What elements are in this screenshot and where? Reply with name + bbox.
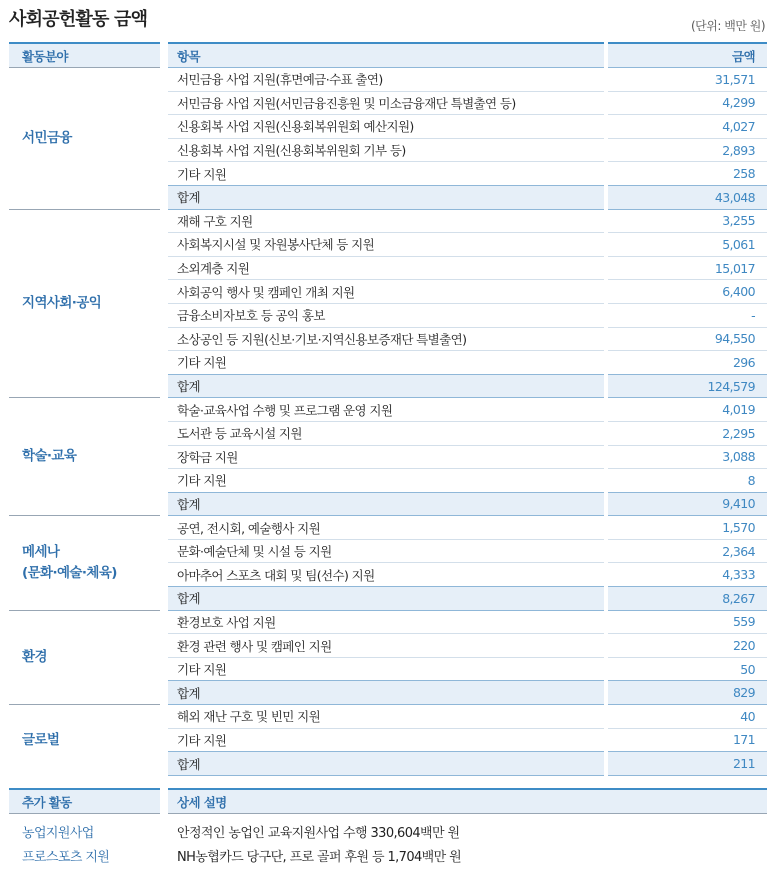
amount-value: 94,550 xyxy=(608,327,767,351)
column-gap xyxy=(160,563,168,587)
column-gap xyxy=(160,162,168,186)
total-label: 합계 xyxy=(168,374,604,398)
column-gap xyxy=(160,138,168,162)
column-gap xyxy=(160,280,168,304)
total-amount: 8,267 xyxy=(608,587,767,611)
category-cell xyxy=(9,705,160,776)
table-row xyxy=(9,610,767,634)
item-label: 기타 지원 xyxy=(168,351,604,375)
column-gap xyxy=(160,681,168,705)
item-label: 도서관 등 교육시설 지원 xyxy=(168,421,604,445)
amount-value: 220 xyxy=(608,634,767,658)
column-gap xyxy=(160,351,168,375)
header-category: 활동분야 xyxy=(9,43,160,68)
column-gap xyxy=(160,728,168,752)
column-gap xyxy=(160,233,168,257)
unit-label: (단위: 백만 원) xyxy=(691,17,765,34)
amount-value: 5,061 xyxy=(608,233,767,257)
column-gap xyxy=(160,752,168,776)
column-gap xyxy=(160,492,168,516)
category-cell xyxy=(9,398,160,516)
amount-value: 8 xyxy=(608,469,767,493)
category-label: 글로벌 xyxy=(22,730,160,751)
extra-header-detail: 상세 설명 xyxy=(168,789,767,814)
item-label: 환경 관련 행사 및 캠페인 지원 xyxy=(168,634,604,658)
category-label: 지역사회·공익 xyxy=(22,293,160,314)
total-label: 합계 xyxy=(168,587,604,611)
column-gap xyxy=(160,68,168,92)
amount-value: 2,295 xyxy=(608,421,767,445)
category-label: 학술·교육 xyxy=(22,446,160,467)
table-row xyxy=(9,705,767,729)
header-gap xyxy=(160,43,168,68)
column-gap xyxy=(160,303,168,327)
amount-value: 3,255 xyxy=(608,209,767,233)
column-gap xyxy=(160,587,168,611)
total-amount: 9,410 xyxy=(608,492,767,516)
item-label: 서민금융 사업 지원(서민금융진흥원 및 미소금융재단 특별출연 등) xyxy=(168,91,604,115)
total-label: 합계 xyxy=(168,681,604,705)
amount-value: 559 xyxy=(608,610,767,634)
header-amount: 금액 xyxy=(608,43,767,68)
column-gap xyxy=(160,445,168,469)
total-amount: 211 xyxy=(608,752,767,776)
extra-header-activity: 추가 활동 xyxy=(9,789,160,814)
column-gap xyxy=(160,469,168,493)
item-label: 기타 지원 xyxy=(168,657,604,681)
column-gap xyxy=(160,115,168,139)
category-cell xyxy=(9,68,160,210)
amount-value: 4,027 xyxy=(608,115,767,139)
category-cell xyxy=(9,516,160,610)
amount-value: 2,364 xyxy=(608,539,767,563)
item-label: 소외계층 지원 xyxy=(168,256,604,280)
total-amount: 124,579 xyxy=(608,374,767,398)
column-gap xyxy=(160,209,168,233)
header-gap xyxy=(160,789,168,814)
column-gap xyxy=(160,398,168,422)
amount-value: 6,400 xyxy=(608,280,767,304)
total-amount: 829 xyxy=(608,681,767,705)
item-label: 사회공익 행사 및 캠페인 개최 지원 xyxy=(168,280,604,304)
column-gap xyxy=(160,657,168,681)
category-label: 환경 xyxy=(22,647,160,668)
amount-value: 296 xyxy=(608,351,767,375)
extra-detail-line: 안정적인 농업인 교육지원사업 수행 330,604백만 원 xyxy=(177,822,767,846)
item-label: 기타 지원 xyxy=(168,162,604,186)
table-row xyxy=(9,68,767,92)
item-label: 서민금융 사업 지원(휴면예금·수표 출연) xyxy=(168,68,604,92)
body-gap xyxy=(160,814,168,870)
amount-value: 31,571 xyxy=(608,68,767,92)
extra-label-line: 프로스포츠 지원 xyxy=(22,846,160,870)
amount-value: 258 xyxy=(608,162,767,186)
total-label: 합계 xyxy=(168,492,604,516)
amount-value: - xyxy=(608,303,767,327)
amount-value: 50 xyxy=(608,657,767,681)
column-gap xyxy=(160,516,168,540)
table-row xyxy=(9,209,767,233)
total-label: 합계 xyxy=(168,752,604,776)
column-gap xyxy=(160,610,168,634)
extra-activity-table xyxy=(9,788,767,870)
column-gap xyxy=(160,705,168,729)
item-label: 금융소비자보호 등 공익 홍보 xyxy=(168,303,604,327)
item-label: 장학금 지원 xyxy=(168,445,604,469)
amount-value: 15,017 xyxy=(608,256,767,280)
item-label: 해외 재난 구호 및 빈민 지원 xyxy=(168,705,604,729)
column-gap xyxy=(160,539,168,563)
extra-header-row xyxy=(9,789,767,814)
category-label: 메세나 xyxy=(22,542,160,563)
total-label: 합계 xyxy=(168,185,604,209)
amount-value: 4,333 xyxy=(608,563,767,587)
table-row xyxy=(9,516,767,540)
column-gap xyxy=(160,374,168,398)
item-label: 기타 지원 xyxy=(168,728,604,752)
table-row xyxy=(9,398,767,422)
extra-body-row xyxy=(9,814,767,870)
amount-value: 4,299 xyxy=(608,91,767,115)
item-label: 환경보호 사업 지원 xyxy=(168,610,604,634)
item-label: 신용회복 사업 지원(신용회복위원회 예산지원) xyxy=(168,115,604,139)
amount-value: 171 xyxy=(608,728,767,752)
amount-value: 4,019 xyxy=(608,398,767,422)
column-gap xyxy=(160,634,168,658)
category-cell xyxy=(9,610,160,704)
item-label: 아마추어 스포츠 대회 및 팀(선수) 지원 xyxy=(168,563,604,587)
extra-label-line: 농업지원사업 xyxy=(22,822,160,846)
category-label: (문화·예술·체육) xyxy=(22,563,160,584)
item-label: 사회복지시설 및 자원봉사단체 등 지원 xyxy=(168,233,604,257)
amount-value: 3,088 xyxy=(608,445,767,469)
amount-value: 40 xyxy=(608,705,767,729)
item-label: 문화·예술단체 및 시설 등 지원 xyxy=(168,539,604,563)
column-gap xyxy=(160,256,168,280)
page-title: 사회공헌활동 금액 xyxy=(9,5,147,31)
amount-value: 2,893 xyxy=(608,138,767,162)
item-label: 기타 지원 xyxy=(168,469,604,493)
column-gap xyxy=(160,185,168,209)
amount-value: 1,570 xyxy=(608,516,767,540)
extra-activity-label xyxy=(9,814,160,870)
contribution-table-body xyxy=(9,43,767,775)
item-label: 학술·교육사업 수행 및 프로그램 운영 지원 xyxy=(168,398,604,422)
item-label: 재해 구호 지원 xyxy=(168,209,604,233)
table-header-row xyxy=(9,43,767,68)
extra-detail-text xyxy=(168,814,767,870)
contribution-table xyxy=(9,42,767,776)
item-label: 공연, 전시회, 예술행사 지원 xyxy=(168,516,604,540)
item-label: 신용회복 사업 지원(신용회복위원회 기부 등) xyxy=(168,138,604,162)
column-gap xyxy=(160,91,168,115)
column-gap xyxy=(160,421,168,445)
item-label: 소상공인 등 지원(신보·기보·지역신용보증재단 특별출연) xyxy=(168,327,604,351)
total-amount: 43,048 xyxy=(608,185,767,209)
header-item: 항목 xyxy=(168,43,604,68)
extra-detail-line: NH농협카드 당구단, 프로 골퍼 후원 등 1,704백만 원 xyxy=(177,846,767,870)
category-cell xyxy=(9,209,160,398)
category-label: 서민금융 xyxy=(22,128,160,149)
column-gap xyxy=(160,327,168,351)
